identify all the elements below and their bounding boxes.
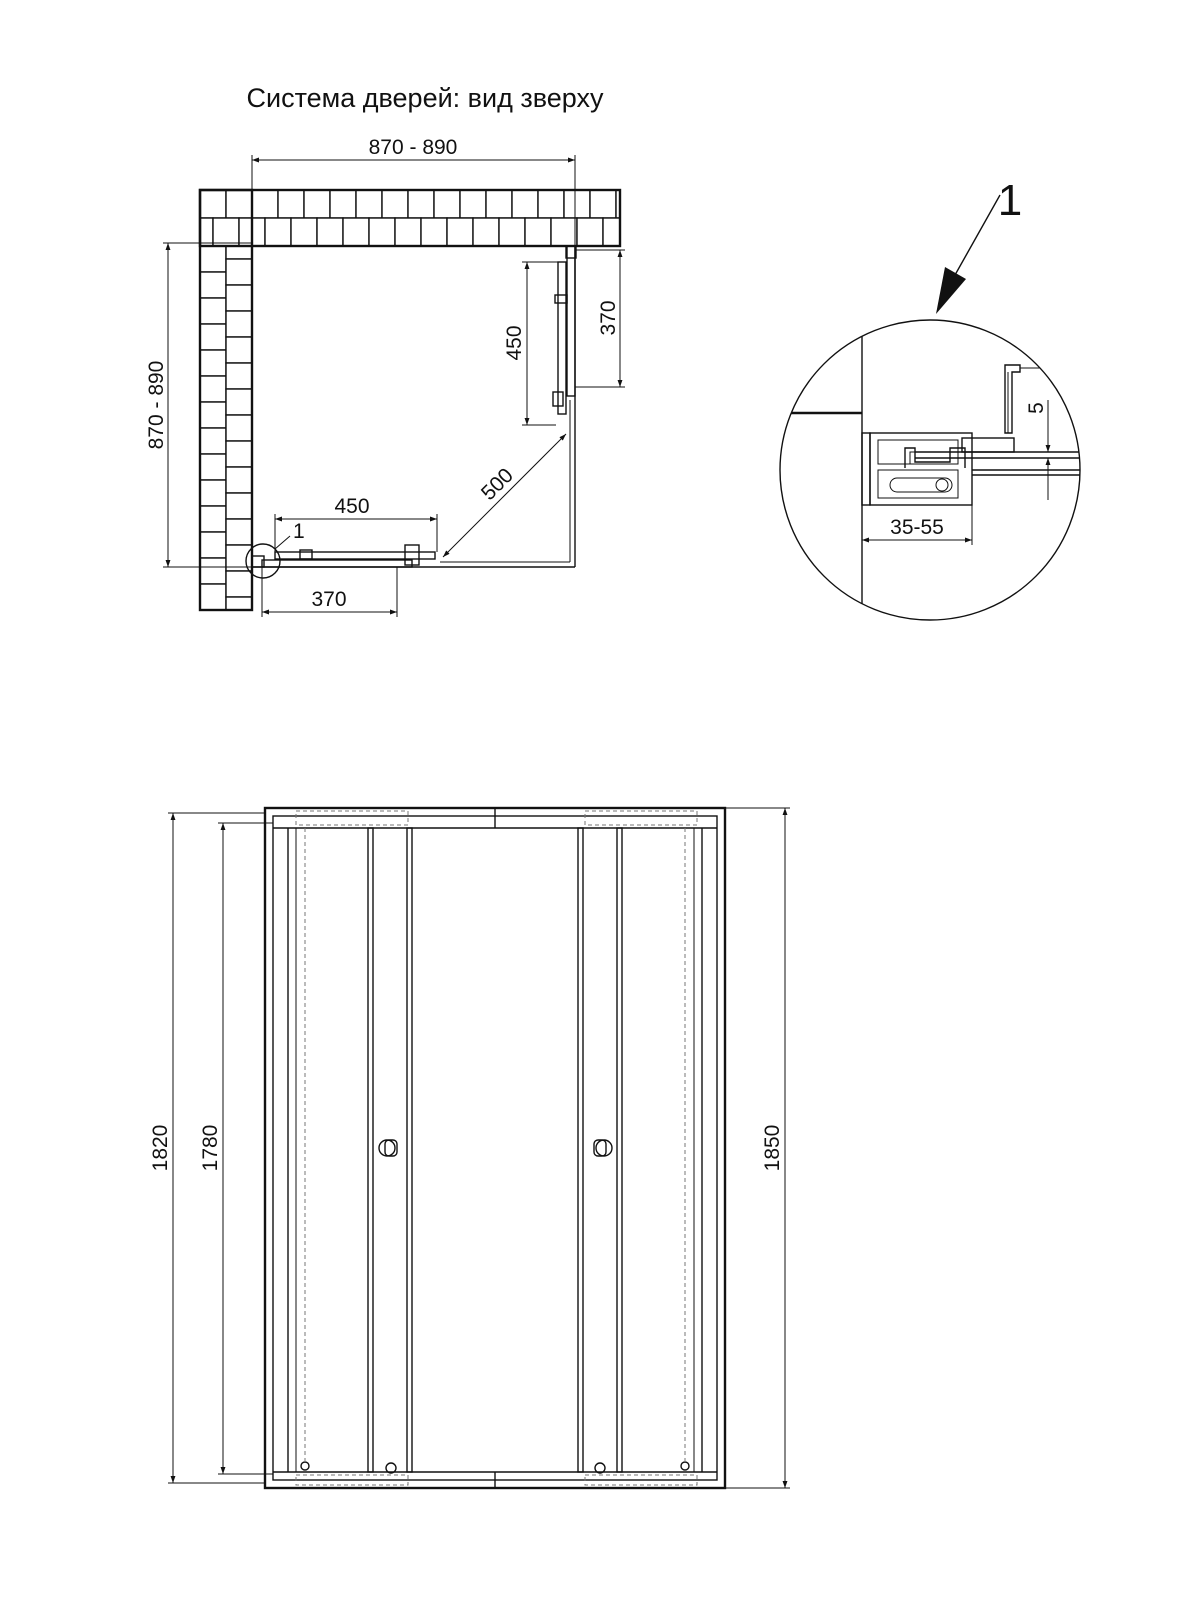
detail-upper-bracket xyxy=(1005,365,1020,433)
detail-content xyxy=(760,300,1090,640)
right-door-roller xyxy=(555,295,567,303)
dim-bottom-door: 450 xyxy=(334,495,370,518)
detail-view xyxy=(760,176,1090,640)
wall-tile xyxy=(226,441,252,467)
detail-profile-body xyxy=(870,433,972,505)
wall-tile xyxy=(226,363,252,389)
wall-tile xyxy=(590,190,616,218)
front-view xyxy=(149,808,790,1488)
wall-tile xyxy=(226,389,252,415)
wall-tile xyxy=(460,190,486,218)
front-roller-4 xyxy=(681,1462,689,1470)
dim-door-height: 1780 xyxy=(199,1124,222,1172)
detail-callout-number: 1 xyxy=(997,176,1023,225)
wall-tile xyxy=(226,246,252,259)
detail-callout-label: 1 xyxy=(293,520,305,543)
dim-overall-height-right: 1850 xyxy=(761,1124,784,1172)
wall-tile xyxy=(343,218,369,246)
wall-tile xyxy=(200,428,226,454)
dim-profile-range: 35-55 xyxy=(890,516,944,539)
wall-tile xyxy=(200,558,226,584)
bottom-fixed-panel xyxy=(262,560,412,567)
wall-tile xyxy=(577,218,603,246)
wall-tile xyxy=(226,190,252,218)
drawing-title: Система дверей: вид зверху xyxy=(246,83,604,113)
wall-tile xyxy=(499,218,525,246)
front-outer-frame xyxy=(265,808,725,1488)
wall-tile xyxy=(538,190,564,218)
detail-callout-leader xyxy=(275,536,290,549)
front-right-handle xyxy=(594,1140,612,1156)
wall-tile xyxy=(304,190,330,218)
bottom-sliding-door xyxy=(275,552,435,559)
front-left-door-stile-outer xyxy=(368,828,373,1472)
dim-right-fixed: 370 xyxy=(597,300,620,336)
wall-tile xyxy=(291,218,317,246)
dim-left-depth: 870 - 890 xyxy=(145,360,168,450)
wall-tile xyxy=(200,480,226,506)
dim-top-width: 870 - 890 xyxy=(368,136,458,159)
wall-tile xyxy=(512,190,538,218)
wall-tile xyxy=(525,218,551,246)
wall-tile xyxy=(395,218,421,246)
wall-tile xyxy=(226,519,252,545)
wall-tile xyxy=(226,571,252,597)
wall-tile xyxy=(226,337,252,363)
wall-tile xyxy=(200,532,226,558)
wall-tile xyxy=(278,190,304,218)
front-inner-frame xyxy=(273,816,717,1480)
wall-tile xyxy=(226,493,252,519)
wall-tile xyxy=(226,285,252,311)
detail-slot xyxy=(890,478,952,492)
wall-tile xyxy=(226,415,252,441)
wall-tile xyxy=(564,190,590,218)
wall-tile xyxy=(603,218,620,246)
wall-tile xyxy=(200,506,226,532)
dim-bottom-fixed: 370 xyxy=(311,588,347,611)
wall-tile xyxy=(200,454,226,480)
wall-tile xyxy=(369,218,395,246)
wall-tile xyxy=(434,190,460,218)
wall-tile xyxy=(317,218,343,246)
front-right-door-stile-inner xyxy=(578,828,583,1472)
wall-tile xyxy=(200,324,226,350)
wall-tile xyxy=(226,259,252,285)
tiled-wall xyxy=(200,190,620,610)
detail-callout-arrow-line xyxy=(955,195,1000,275)
right-fixed-panel xyxy=(567,246,575,396)
dim-diagonal: 500 xyxy=(476,463,518,505)
wall-tile xyxy=(200,190,226,218)
right-sliding-door xyxy=(558,262,566,414)
wall-tile xyxy=(200,402,226,428)
wall-tile xyxy=(226,467,252,493)
wall-tile xyxy=(421,218,447,246)
detail-wall-profile xyxy=(862,433,870,505)
wall-tile xyxy=(200,272,226,298)
front-left-door-stile-inner xyxy=(407,828,412,1472)
wall-tile xyxy=(226,311,252,337)
dim-right-door: 450 xyxy=(503,325,526,361)
wall-tile xyxy=(200,350,226,376)
plan-view xyxy=(145,136,625,617)
wall-tile xyxy=(473,218,499,246)
dim-diagonal-line xyxy=(443,434,566,557)
wall-tile xyxy=(252,190,278,218)
wall-tile xyxy=(200,584,226,610)
dim-gap: 5 xyxy=(1025,402,1048,414)
wall-tile xyxy=(213,218,239,246)
wall-tile xyxy=(200,246,226,272)
wall-tile xyxy=(330,190,356,218)
front-top-left-track xyxy=(296,811,408,825)
wall-tile xyxy=(200,376,226,402)
wall-tile xyxy=(200,218,213,246)
front-roller-1 xyxy=(301,1462,309,1470)
wall-tile xyxy=(200,298,226,324)
front-top-right-track xyxy=(585,811,697,825)
wall-tile xyxy=(265,218,291,246)
wall-tile xyxy=(486,190,512,218)
detail-second-profile xyxy=(962,438,1014,452)
wall-tile xyxy=(447,218,473,246)
front-left-handle xyxy=(379,1140,397,1156)
front-right-door-stile-outer xyxy=(617,828,622,1472)
detail-callout-arrowhead xyxy=(936,267,966,314)
wall-tile xyxy=(356,190,382,218)
wall-tile xyxy=(382,190,408,218)
wall-tile xyxy=(226,597,252,610)
dim-overall-height-left: 1820 xyxy=(149,1124,172,1172)
detail-screw xyxy=(936,479,948,491)
wall-tile xyxy=(551,218,577,246)
wall-tile xyxy=(408,190,434,218)
